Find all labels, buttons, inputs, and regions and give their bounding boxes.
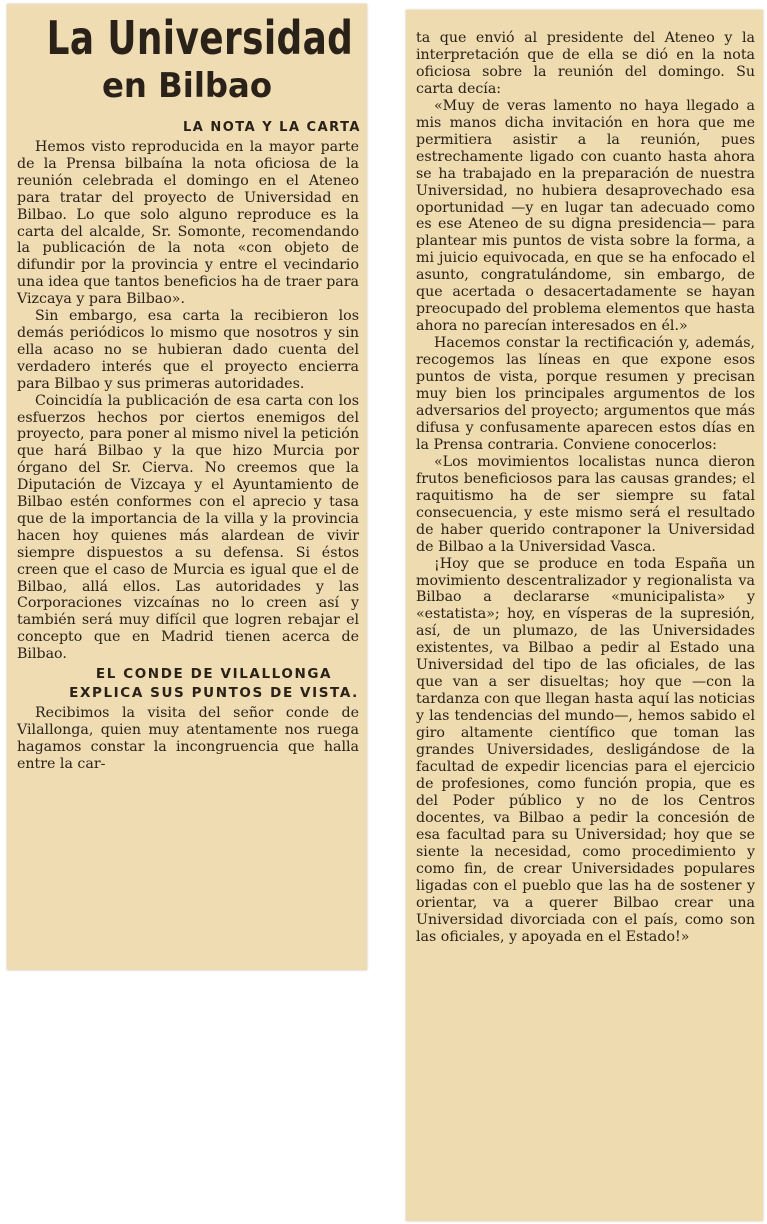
section-heading-la-nota: LA NOTA Y LA CARTA [182, 120, 361, 135]
left-column-tail [7, 705, 367, 773]
paragraph: ¡Hoy que se produce en toda España un movimiento descentralizador y regionalista va Bilbao a declararse «municipalista» y «estatista»; hoy, en vísperas de la supresión, así, de un plumazo, de las Universidades existentes, va Bilbao a pedir al Estado una Universidad del tipo de las oficiales, de las que van a ser disueltas; hoy que —con la tardanza con que llegan hasta aquí las noticias y las tendencias del mundo—, hemos sabido el giro altamente científico que toman las grandes Universidades, desligándose de la facultad de expedir licencias para el ejercicio de profesiones, como función propia, que es del Poder público y no de los Centros docentes, va Bilbao a pedir la concesión de esa facultad para su Universidad; hoy que se siente la necesidad, como procedimiento y como fin, de crear Universidades populares ligadas con el pueblo que las ha de sostener y orientar, va a querer Bilbao crear una Universidad divorciada con el país, como son las oficiales, y apoyada en el Estado!» [416, 555, 755, 945]
paragraph: Hemos visto reproducida en la mayor parte de la Prensa bilbaína la nota oficiosa de la reunión celebrada el domingo en el Ateneo para tratar del proyecto de Universidad en Bilbao. Lo que solo alguno reproduce es la carta del alcalde, Sr. Somonte, recomendando la publicación de la nota «con objeto de difundir por la provincia y entre el vecindario una idea que tantos beneficios ha de traer para Vizcaya y para Bilbao». [17, 139, 359, 308]
headline-subtitle: en Bilbao [101, 66, 273, 106]
paragraph: Sin embargo, esa carta la recibieron los demás periódicos lo mismo que nosotros y sin ella acaso no se hubieran dado cuenta del verdadero interés que el proyecto encierra para Bilbao y sus primeras autoridades. [17, 308, 359, 392]
paragraph: ta que envió al presidente del Ateneo y la interpretación que de ella se dió en la nota oficiosa sobre la reunión del domingo. Su carta decía: [416, 30, 755, 97]
paragraph: Coincidía la publicación de esa carta con los esfuerzos hechos por ciertos enemigos del proyecto, para poner al mismo nivel la petición que hará Bilbao y la que hizo Murcia por órgano del Sr. Cierva. No creemos que la Diputación de Vizcaya y el Ayuntamiento de Bilbao estén conformes con el aprecio y tasa que de la importancia de la villa y la provincia hacen hoy quienes más alardean de vivir siempre dispuestos a su defensa. Si éstos creen que el caso de Murcia es igual que el de Bilbao, allá ellos. Las autoridades y las Corporaciones vizcaínas no lo creen así y también será muy difícil que logren rebajar el concepto que en Madrid tienen acerca de Bilbao. [17, 392, 359, 663]
right-column-text [406, 10, 763, 945]
section-heading-conde: EL CONDE DE VILALLONGA EXPLICA SUS PUNTOS DE VISTA. [69, 666, 359, 702]
paragraph: Hacemos constar la rectificación y, además, recogemos las líneas en que expone esos puntos de vista, porque resumen y precisan muy bien los principales argumentos de los adversarios del proyecto; argumentos que más difusa y confusamente aparecen estos días en la Prensa contraria. Conviene conocerlos: [416, 335, 755, 453]
clipping-left [7, 4, 367, 970]
clipping-right [406, 10, 763, 1221]
paragraph: Recibimos la visita del señor conde de Vilallonga, quien muy atentamente nos ruega hagamos constar la incongruencia que halla entre la car- [17, 705, 359, 772]
headline: La Universidad [46, 11, 354, 65]
paragraph: «Los movimientos localistas nunca dieron frutos beneficiosos para las causas grandes; el raquitismo ha de ser siempre su fatal consecuencia, y este mismo será el resultado de haber querido contraponer la Universidad de Bilbao a la Universidad Vasca. [416, 453, 755, 555]
left-column-text [7, 139, 367, 663]
paragraph: «Muy de veras lamento no haya llegado a mis manos dicha invitación en hora que me permitiera asistir a la reunión, pues estrechamente ligado con cuanto hasta ahora se ha trabajado en la preparación de nuestra Universidad, no hubiera desaprovechado esa oportunidad —y en lugar tan adecuado como es ese Ateneo de su digna presidencia— para plantear mis puntos de vista sobre la forma, a mi juicio equivocada, en que se ha enfocado el asunto, congratulándome, sin embargo, de que acertada o desacertadamente se hayan preocupado del problema elementos que hasta ahora no parecían interesados en él.» [416, 97, 755, 335]
